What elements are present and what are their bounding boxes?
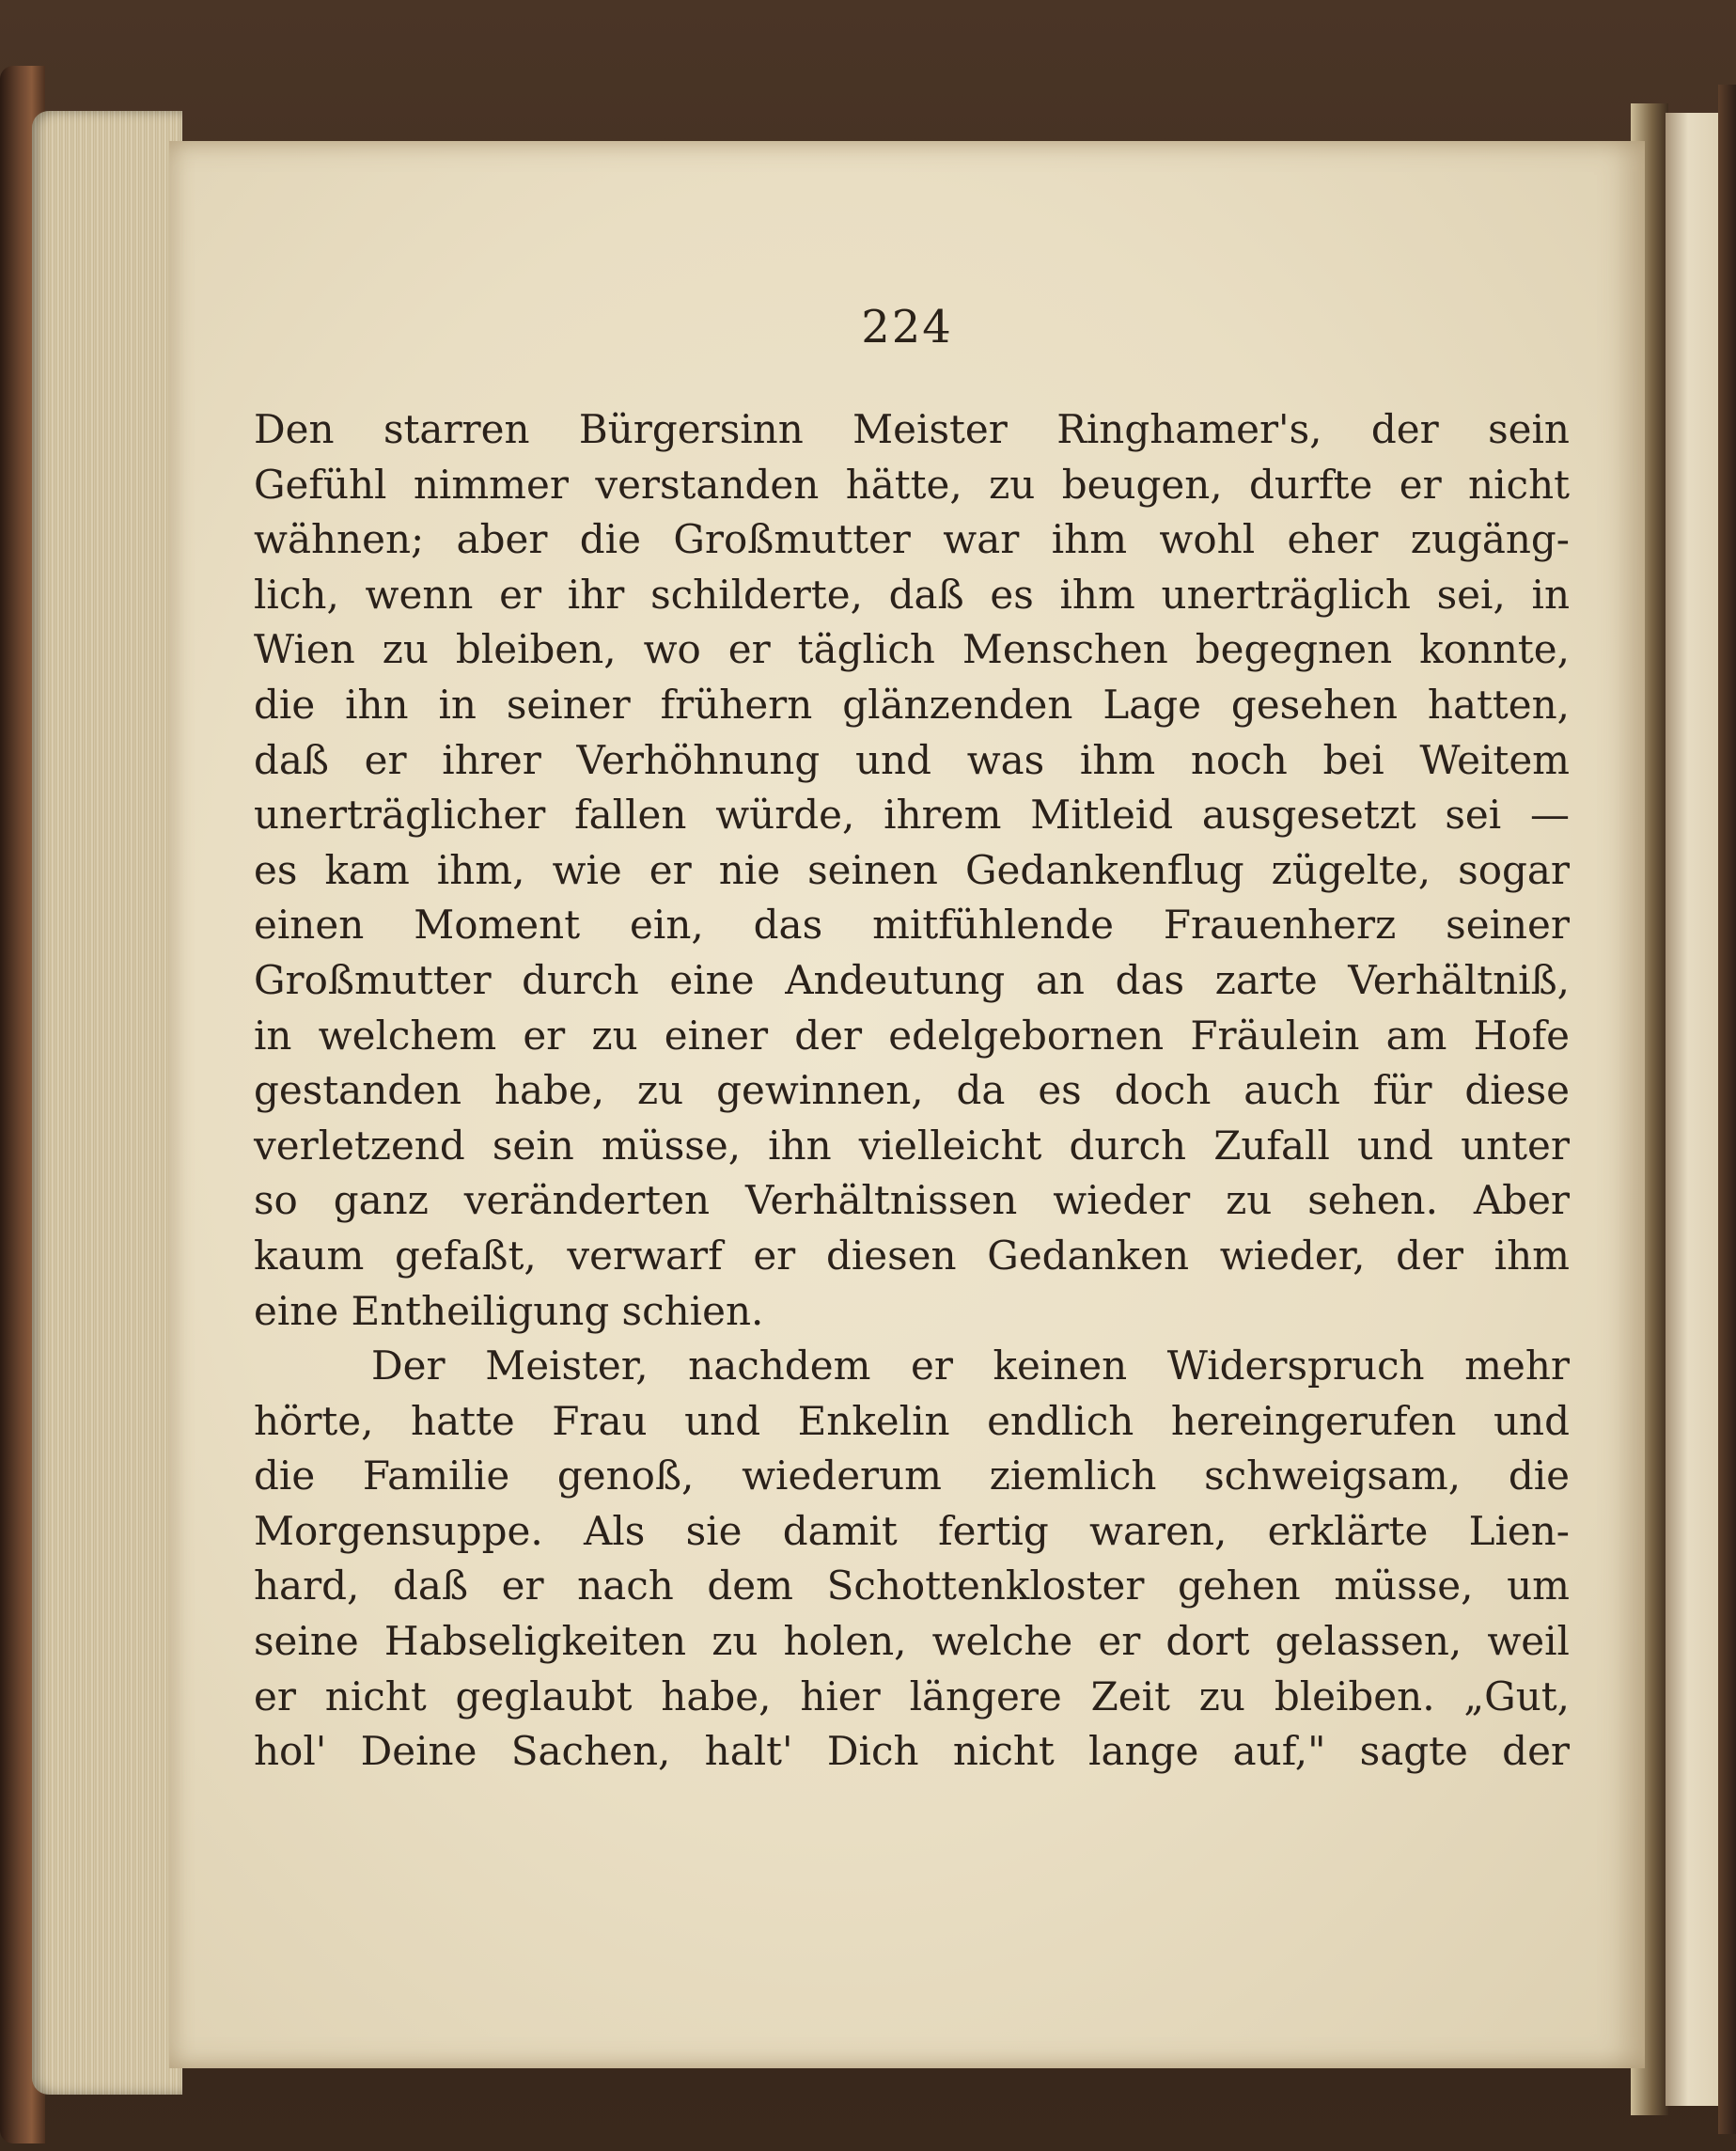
text-line: hol' Deine Sachen, halt' Dich nicht lange auf," sagte der — [254, 1728, 1570, 1775]
text-line: Den starren Bürgersinn Meister Ringhamer's, der sein — [254, 406, 1570, 452]
text-line: kaum gefaßt, verwarf er diesen Gedanken wieder, der ihm — [254, 1232, 1570, 1279]
text-line: die ihn in seiner frühern glänzenden Lage gesehen hatten, — [254, 681, 1570, 728]
text-line: daß er ihrer Verhöhnung und was ihm noch bei Weitem — [254, 736, 1570, 783]
text-line: hard, daß er nach dem Schottenkloster gehen müsse, um — [254, 1562, 1570, 1609]
text-line: in welchem er zu einer der edelgebornen Fräulein am Hofe — [254, 1012, 1570, 1059]
text-line: so ganz veränderten Verhältnissen wieder zu sehen. Aber — [254, 1177, 1570, 1224]
text-line: Morgensuppe. Als sie damit fertig waren, erklärte Lien- — [254, 1507, 1570, 1554]
facing-page-edge — [1666, 113, 1722, 2106]
text-line: unerträglicher fallen würde, ihrem Mitleid ausgesetzt sei — — [254, 792, 1570, 839]
text-line: einen Moment ein, das mitfühlende Frauenherz seiner — [254, 902, 1570, 949]
text-line: seine Habseligkeiten zu holen, welche er dort gelassen, weil — [254, 1618, 1570, 1665]
text-line: Wien zu bleiben, wo er täglich Menschen begegnen konnte, — [254, 626, 1570, 673]
text-line: Großmutter durch eine Andeutung an das zarte Verhältniß, — [254, 956, 1570, 1003]
text-line: hörte, hatte Frau und Enkelin endlich hereingerufen und — [254, 1397, 1570, 1444]
text-line: wähnen; aber die Großmutter war ihm wohl eher zugäng- — [254, 516, 1570, 563]
text-line-paragraph-start: Der Meister, nachdem er keinen Widerspruch mehr — [371, 1342, 1570, 1390]
text-line: lich, wenn er ihr schilderte, daß es ihm unerträglich sei, in — [254, 571, 1570, 618]
text-line: er nicht geglaubt habe, hier längere Zeit zu bleiben. „Gut, — [254, 1672, 1570, 1719]
text-line: verletzend sein müsse, ihn vielleicht durch Zufall und unter — [254, 1122, 1570, 1169]
text-line: die Familie genoß, wiederum ziemlich schweigsam, die — [254, 1452, 1570, 1499]
text-line: es kam ihm, wie er nie seinen Gedankenflug zügelte, sogar — [254, 846, 1570, 893]
book-cover-right — [1718, 85, 1736, 2134]
text-line: gestanden habe, zu gewinnen, da es doch auch für diese — [254, 1067, 1570, 1114]
text-line: eine Entheiligung schien. — [254, 1287, 764, 1334]
page-edges — [32, 111, 182, 2095]
text-line: Gefühl nimmer verstanden hätte, zu beugen, durfte er nicht — [254, 461, 1570, 508]
page-number: 224 — [861, 301, 953, 353]
page-body-text — [254, 402, 1570, 1780]
